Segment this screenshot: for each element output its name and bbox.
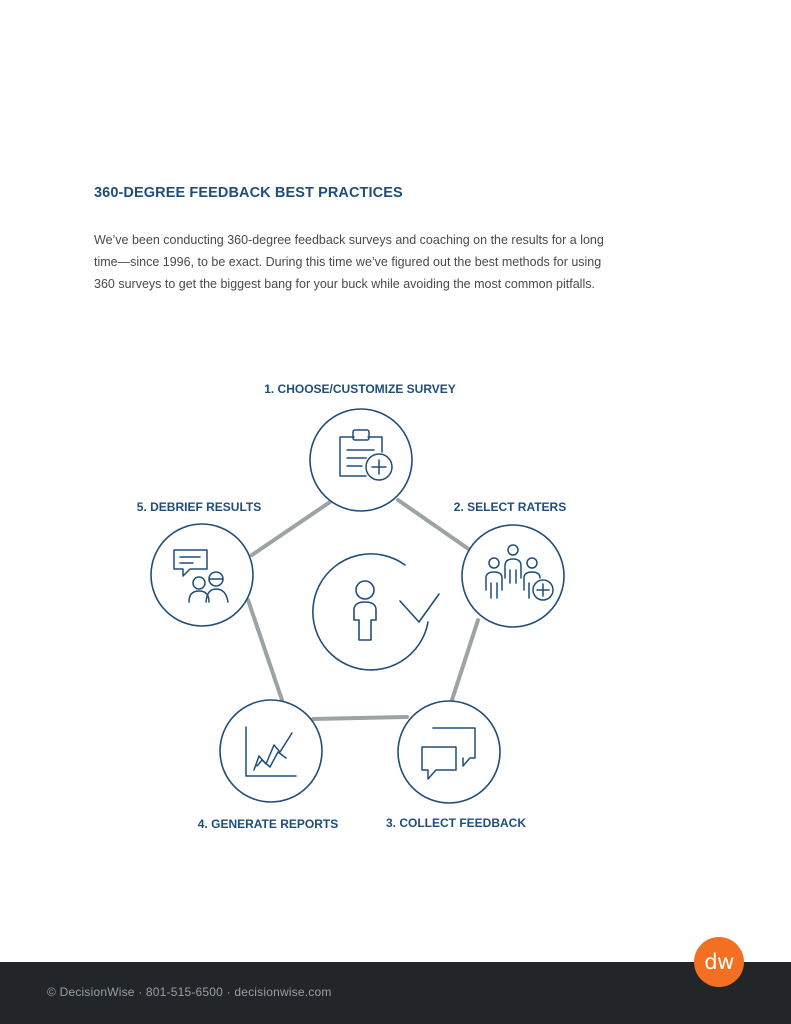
person-cycle-icon — [313, 554, 439, 670]
footer-contact-text: © DecisionWise · 801-515-6500 · decisionwise.com — [47, 985, 332, 999]
pentagon-connectors — [248, 500, 478, 719]
intro-paragraph: We’ve been conducting 360-degree feedback surveys and coaching on the results for a long time—since 1996, to be exact. During this time we’ve figured out the best methods for using 360 surveys to get the biggest bang for your buck while avoiding the most common pitfalls. — [94, 233, 604, 291]
section-title: 360-DEGREE FEEDBACK BEST PRACTICES — [94, 185, 403, 201]
step-1-label: 1. CHOOSE/CUSTOMIZE SURVEY — [264, 382, 456, 396]
step-5-label: 5. DEBRIEF RESULTS — [136, 500, 262, 514]
step-2-label: 2. SELECT RATERS — [453, 500, 567, 514]
step-3-label: 3. COLLECT FEEDBACK — [385, 816, 527, 830]
step-2-circle — [462, 525, 564, 627]
decisionwise-logo: dw — [694, 937, 744, 987]
step-5-circle — [151, 524, 253, 626]
page-footer — [0, 962, 791, 1024]
step-4-label: 4. GENERATE REPORTS — [197, 817, 339, 831]
step-1-circle — [310, 409, 412, 511]
